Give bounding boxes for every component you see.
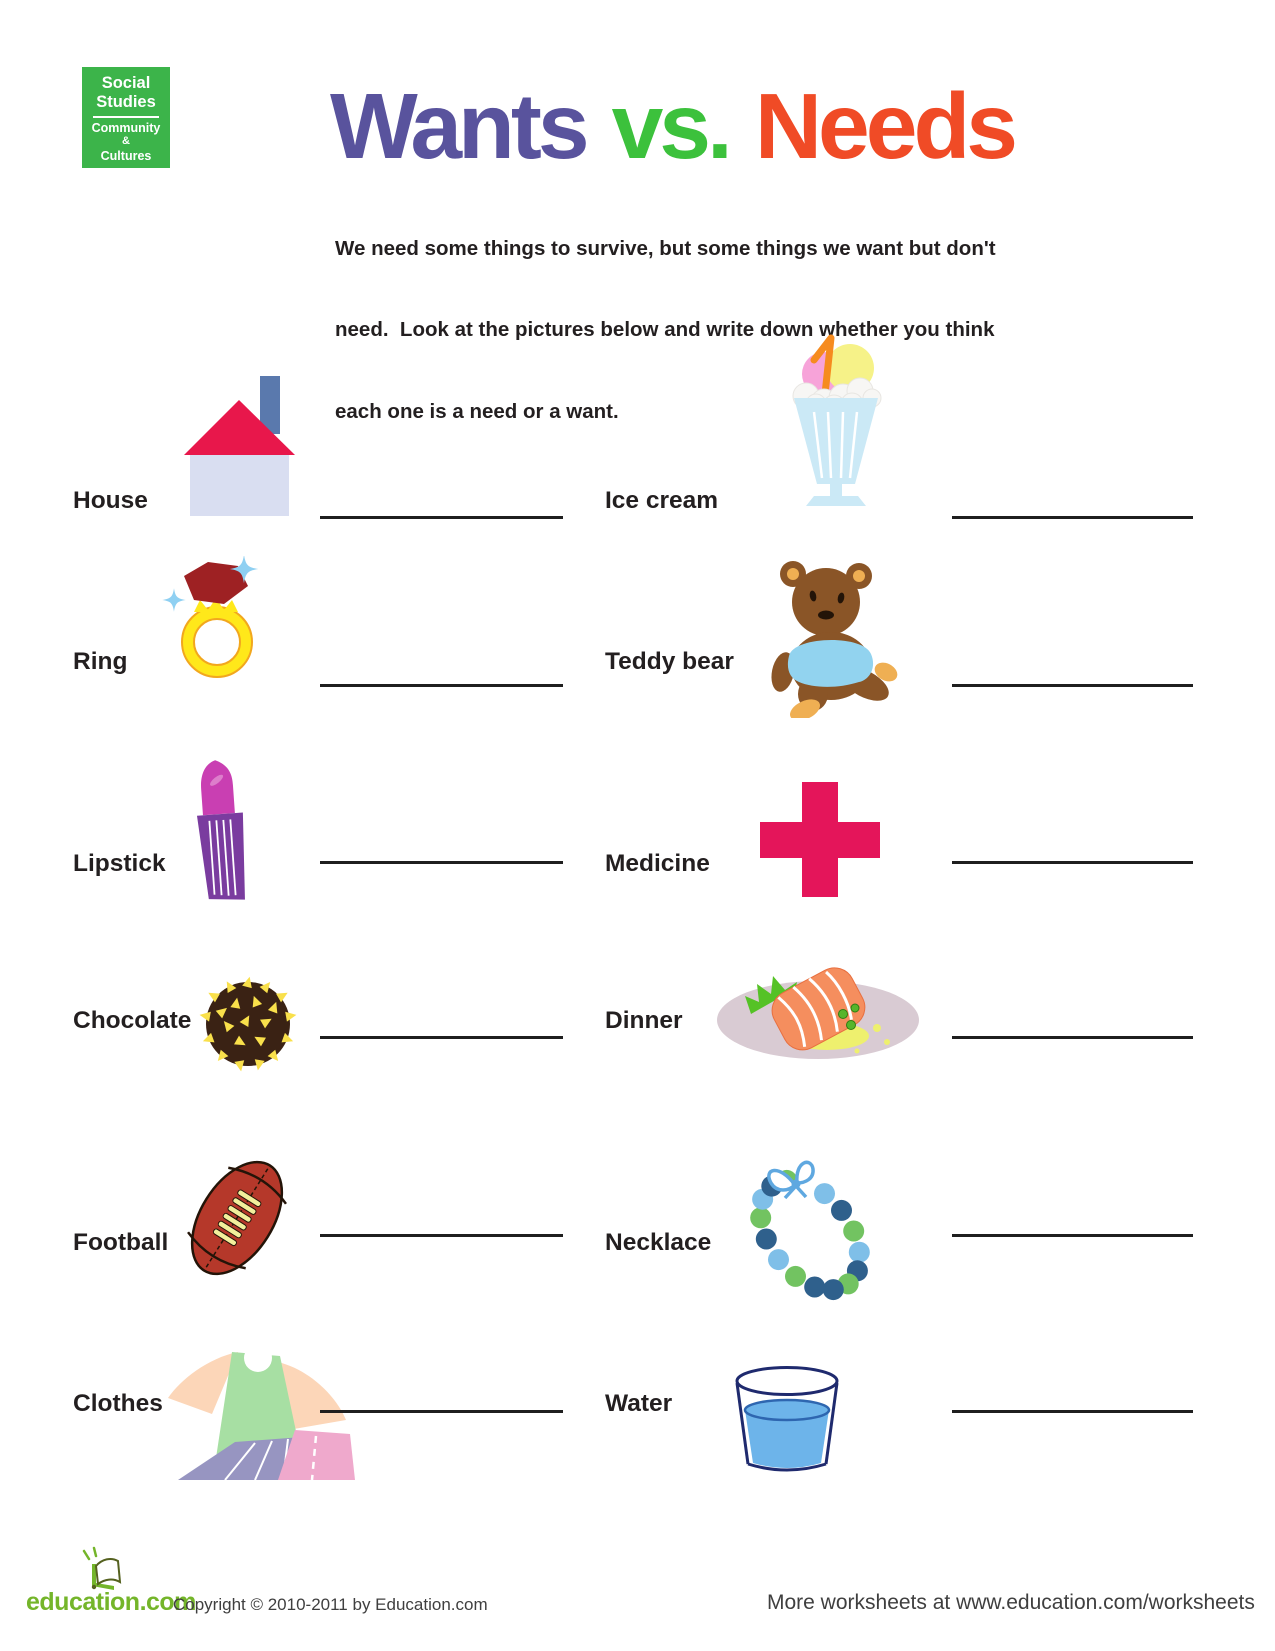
- answer-line-ice-cream[interactable]: [952, 516, 1193, 519]
- answer-line-water[interactable]: [952, 1410, 1193, 1413]
- badge-category-line2: &: [122, 135, 130, 148]
- dinner-plate-icon: [715, 958, 921, 1061]
- copyright-text: Copyright © 2010-2011 by Education.com: [173, 1595, 488, 1614]
- football-icon: [180, 1148, 295, 1288]
- water-glass-icon: [726, 1364, 848, 1472]
- answer-line-football[interactable]: [320, 1234, 563, 1237]
- education-logo[interactable]: education.com: [26, 1588, 196, 1616]
- item-label-lipstick: Lipstick: [73, 850, 166, 877]
- instructions: [335, 180, 996, 480]
- item-label-medicine: Medicine: [605, 850, 710, 877]
- instructions-line3: each one is a need or a want.: [335, 400, 619, 423]
- answer-line-teddy-bear[interactable]: [952, 684, 1193, 687]
- title-wants: Wants: [330, 74, 586, 178]
- book-icon: [80, 1546, 124, 1590]
- badge-subject-line2: Studies: [96, 92, 156, 111]
- item-label-chocolate: Chocolate: [73, 1007, 192, 1034]
- answer-line-medicine[interactable]: [952, 861, 1193, 864]
- instructions-line1: We need some things to survive, but some things we want but don't: [335, 236, 996, 260]
- answer-line-chocolate[interactable]: [320, 1036, 563, 1039]
- title-vs: vs.: [611, 74, 729, 178]
- medicine-cross-icon: [760, 782, 880, 897]
- necklace-icon: [735, 1155, 880, 1305]
- item-label-house: House: [73, 487, 148, 514]
- badge-divider: [93, 116, 159, 118]
- answer-line-necklace[interactable]: [952, 1234, 1193, 1237]
- badge-category-line1: Community: [91, 120, 161, 135]
- page-title: [330, 74, 1014, 178]
- item-label-teddy-bear: Teddy bear: [605, 648, 734, 675]
- lipstick-icon: [192, 758, 254, 903]
- ring-icon: [160, 556, 270, 682]
- more-worksheets-text[interactable]: More worksheets at www.education.com/worksheets: [767, 1591, 1255, 1614]
- answer-line-lipstick[interactable]: [320, 861, 563, 864]
- answer-line-dinner[interactable]: [952, 1036, 1193, 1039]
- badge-category-line3: Cultures: [100, 148, 152, 163]
- answer-line-ring[interactable]: [320, 684, 563, 687]
- item-label-necklace: Necklace: [605, 1229, 712, 1256]
- item-label-ring: Ring: [73, 648, 128, 675]
- item-label-water: Water: [605, 1390, 673, 1417]
- subject-badge: [82, 67, 170, 168]
- instructions-line2: need. Look at the pictures below and write down whether you think: [335, 318, 995, 342]
- chocolate-icon: [198, 976, 298, 1072]
- item-label-dinner: Dinner: [605, 1007, 683, 1034]
- title-needs: Needs: [754, 74, 1014, 178]
- item-label-clothes: Clothes: [73, 1390, 163, 1417]
- ice-cream-icon: [786, 334, 886, 516]
- answer-line-house[interactable]: [320, 516, 563, 519]
- answer-line-clothes[interactable]: [320, 1410, 563, 1413]
- item-label-football: Football: [73, 1229, 169, 1256]
- badge-subject-line1: Social: [101, 74, 151, 92]
- item-label-ice-cream: Ice cream: [605, 487, 719, 514]
- house-icon: [184, 374, 295, 516]
- teddy-bear-icon: [765, 558, 900, 718]
